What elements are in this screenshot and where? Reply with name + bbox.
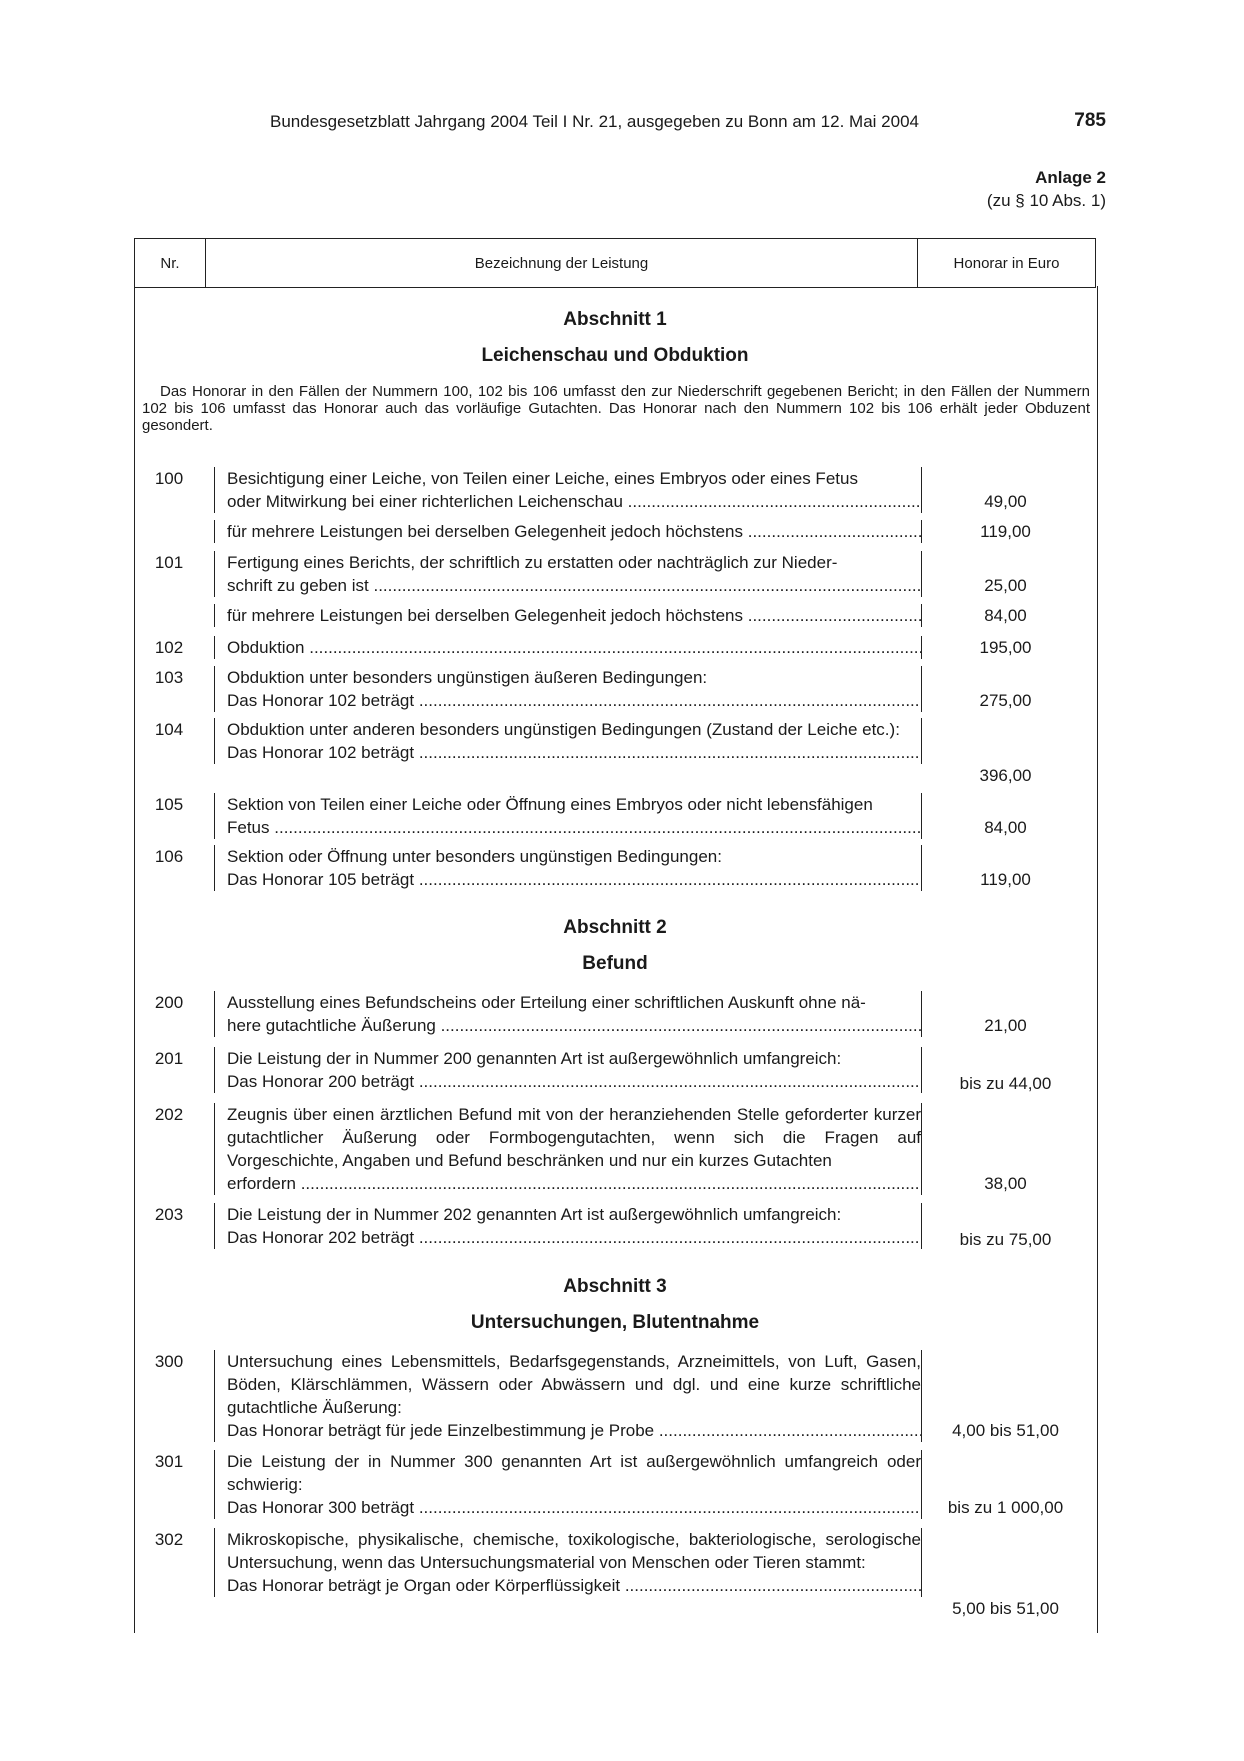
row-honorar: 84,00 [984, 606, 1027, 625]
row-description [214, 604, 922, 627]
row-text: Obduktion unter anderen besonders ungünstigen Bedingungen (Zustand der Leiche etc.): [227, 720, 900, 739]
row-text: Die Leistung der in Nummer 202 genannten Art ist außergewöhnlich umfangreich: [227, 1205, 842, 1224]
row-honorar: 38,00 [984, 1174, 1027, 1193]
row-honorar: 119,00 [980, 870, 1031, 889]
row-text-last: here gutachtliche Äußerung ..... [227, 1014, 921, 1037]
section-title: Untersuchungen, Blutentnahme [470, 1312, 760, 1333]
row-text-last: für mehrere Leistungen bei derselben Gelegenheit jedoch höchstens ..... [227, 604, 921, 627]
row-number: 302 [154, 1530, 184, 1549]
row-honorar: bis zu 75,00 [959, 1230, 1052, 1249]
row-honorar: 396,00 [979, 766, 1032, 785]
row-text-last: oder Mitwirkung bei einer richterlichen Leichenschau ..... [227, 490, 921, 513]
row-description [214, 1203, 922, 1249]
row-text-last: Das Honorar beträgt für jede Einzelbestimmung je Probe ..... [227, 1419, 921, 1442]
row-text: Fertigung eines Berichts, der schriftlich zu erstatten oder nachträglich zur Nieder- [227, 553, 838, 572]
row-text-last: Fetus ..... [227, 816, 921, 839]
row-number: 203 [154, 1205, 184, 1224]
row-description [214, 1528, 922, 1597]
row-description [214, 1103, 922, 1195]
section-label: Abschnitt 3 [563, 1276, 667, 1297]
row-text: Obduktion unter besonders ungünstigen äußeren Bedingungen: [227, 668, 708, 687]
row-text-last: Obduktion ..... [227, 636, 921, 659]
column-header-description: Bezeichnung der Leistung [206, 239, 918, 287]
row-number: 300 [154, 1352, 184, 1371]
row-number: 200 [154, 993, 184, 1012]
anlage-title: Anlage 2 [1035, 168, 1106, 187]
row-honorar: 275,00 [979, 691, 1032, 710]
row-number: 102 [154, 638, 184, 657]
row-text-last: Das Honorar beträgt je Organ oder Körperflüssigkeit ..... [227, 1574, 921, 1597]
fee-table-header [134, 238, 1096, 288]
row-honorar: 25,00 [984, 576, 1027, 595]
row-honorar: bis zu 44,00 [959, 1074, 1052, 1093]
column-header-nr: Nr. [135, 239, 206, 287]
row-honorar: 21,00 [984, 1016, 1027, 1035]
row-text: Untersuchung eines Lebensmittels, Bedarfsgegenstands, Arzneimittels, von Luft, Gasen, Böden, Klärschlämmen, Wässern oder Abwässern und dgl. und eine kurze schriftliche gutachtliche Äußerung: [227, 1352, 921, 1417]
row-number: 202 [154, 1105, 184, 1124]
row-number: 100 [154, 469, 184, 488]
row-honorar: 195,00 [979, 638, 1032, 657]
column-header-honorar: Honorar in Euro [953, 254, 1060, 272]
row-honorar: bis zu 1 000,00 [947, 1498, 1064, 1517]
row-description [214, 666, 922, 712]
row-text-last: Das Honorar 300 beträgt ..... [227, 1496, 921, 1519]
anlage-reference: (zu § 10 Abs. 1) [986, 191, 1106, 210]
row-text: Sektion oder Öffnung unter besonders ungünstigen Bedingungen: [227, 847, 722, 866]
section-label: Abschnitt 1 [563, 309, 667, 330]
row-number: 301 [154, 1452, 184, 1471]
row-honorar: 119,00 [980, 522, 1031, 541]
anlage-block [987, 166, 1106, 212]
row-honorar: 5,00 bis 51,00 [952, 1599, 1059, 1618]
row-honorar: 84,00 [984, 818, 1027, 837]
row-description [214, 467, 922, 513]
row-description [214, 1450, 922, 1519]
row-description [214, 991, 922, 1037]
row-description [214, 718, 922, 764]
row-text: Zeugnis über einen ärztlichen Befund mit von der heranziehenden Stelle geforderter kurzer gutachtlicher Äußerung oder Formbogengutachten, wenn sich die Fragen auf Vorgeschichte, Angaben und Befund beschränken und nur ein kurzes Gutachten [227, 1105, 921, 1170]
row-honorar: 49,00 [984, 492, 1027, 511]
row-text: Die Leistung der in Nummer 300 genannten Art ist außergewöhnlich umfangreich oder schwierig: [227, 1452, 921, 1494]
row-text-last: Das Honorar 105 beträgt ..... [227, 868, 921, 891]
row-text: Die Leistung der in Nummer 200 genannten Art ist außergewöhnlich umfangreich: [227, 1049, 842, 1068]
row-description [214, 636, 922, 659]
row-description [214, 1350, 922, 1442]
section-title: Befund [582, 953, 648, 974]
row-text-last: Das Honorar 102 beträgt ..... [227, 741, 921, 764]
section-1-heading [134, 302, 1096, 374]
row-number: 104 [154, 720, 184, 739]
row-description [214, 845, 922, 891]
row-text-last: Das Honorar 102 beträgt ..... [227, 689, 921, 712]
row-description [214, 793, 922, 839]
row-text: Ausstellung eines Befundscheins oder Erteilung einer schriftlichen Auskunft ohne nä- [227, 993, 866, 1012]
row-text: Mikroskopische, physikalische, chemische, toxikologische, bakteriologische, serologische Untersuchung, wenn das Untersuchungsmaterial von Menschen oder Tieren stammt: [227, 1530, 921, 1572]
row-text-last: Das Honorar 200 beträgt ..... [227, 1070, 921, 1093]
row-honorar: 4,00 bis 51,00 [952, 1421, 1059, 1440]
section-3-heading [134, 1269, 1096, 1341]
row-number: 101 [154, 553, 184, 572]
row-text-last: schrift zu geben ist ..... [227, 574, 921, 597]
row-number: 106 [154, 847, 184, 866]
row-number: 201 [154, 1049, 184, 1068]
running-title: Bundesgesetzblatt Jahrgang 2004 Teil I Nr. 21, ausgegeben zu Bonn am 12. Mai 2004 [270, 112, 919, 131]
row-text-last: erfordern ..... [227, 1172, 921, 1195]
row-text-last: für mehrere Leistungen bei derselben Gelegenheit jedoch höchstens ..... [227, 520, 921, 543]
section-2-heading [134, 910, 1096, 982]
section-1-note: Das Honorar in den Fällen der Nummern 100, 102 bis 106 umfasst den zur Niederschrift gegebenen Bericht; in den Fällen der Nummern 102 bis 106 umfasst das Honorar auch das vorläufige Gutachten. Das Honorar nach den Nummern 102 bis 106 erhält jeder Obduzent gesondert. [142, 383, 1090, 434]
row-number: 105 [154, 795, 184, 814]
row-description [214, 1047, 922, 1093]
row-text: Besichtigung einer Leiche, von Teilen einer Leiche, eines Embryos oder eines Fetus [227, 469, 858, 488]
row-number: 103 [154, 668, 184, 687]
section-title: Leichenschau und Obduktion [481, 345, 749, 366]
row-description [214, 520, 922, 543]
page-number: 785 [1074, 110, 1106, 131]
row-text: Sektion von Teilen einer Leiche oder Öffnung eines Embryos oder nicht lebensfähigen [227, 795, 873, 814]
row-description [214, 551, 922, 597]
section-label: Abschnitt 2 [563, 917, 667, 938]
row-text-last: Das Honorar 202 beträgt ..... [227, 1226, 921, 1249]
